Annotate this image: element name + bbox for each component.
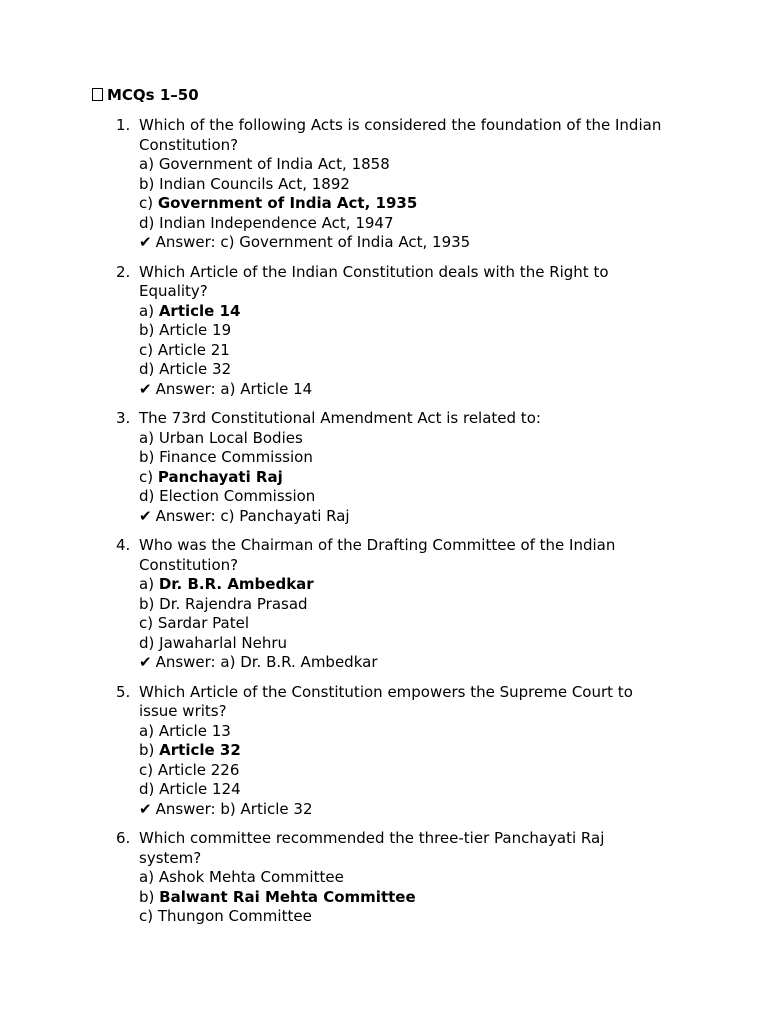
option-c-correct: c) Panchayati Raj <box>139 467 283 486</box>
option-c: c) Sardar Patel <box>139 614 249 632</box>
answer-line <box>139 800 669 820</box>
option-a: a) Ashok Mehta Committee <box>139 868 344 886</box>
option-d: d) Election Commission <box>139 487 316 505</box>
placeholder-glyph-icon <box>92 88 103 101</box>
option-a: a) Article 13 <box>139 721 231 740</box>
option-a: a) Urban Local Bodies <box>139 428 303 447</box>
option-c: c) Article 226 <box>139 760 240 779</box>
checkmark-icon: ✔ <box>139 799 152 818</box>
checkmark-icon: ✔ <box>139 506 152 525</box>
option-d: d) Article 124 <box>139 780 241 798</box>
answer-text: Answer: a) Article 14 <box>155 379 313 398</box>
question-item <box>0 536 669 673</box>
question-item <box>0 409 669 526</box>
question-number: 3. <box>116 409 131 427</box>
question-stem: Which committee recommended the three-tier Panchayati Raj system? <box>139 829 605 867</box>
question-list <box>0 116 768 937</box>
option-c: c) Thungon Committee <box>139 907 312 925</box>
option-a: a) Government of India Act, 1858 <box>139 155 390 173</box>
option-d: d) Indian Independence Act, 1947 <box>139 213 394 232</box>
question-stem: Which Article of the Indian Constitution deals with the Right to Equality? <box>139 262 609 300</box>
section-heading-text: MCQs 1–50 <box>107 86 199 104</box>
option-c: c) Article 21 <box>139 340 230 359</box>
question-item <box>0 263 669 400</box>
option-b: b) Article 19 <box>139 321 232 339</box>
option-b-correct: b) Article 32 <box>139 741 241 759</box>
answer-text: Answer: a) Dr. B.R. Ambedkar <box>155 653 378 671</box>
checkmark-icon: ✔ <box>139 653 152 671</box>
answer-line <box>139 233 669 253</box>
option-b: b) Dr. Rajendra Prasad <box>139 594 308 613</box>
answer-line <box>139 507 669 527</box>
answer-line <box>139 653 669 673</box>
option-a-correct: a) Article 14 <box>139 301 241 320</box>
answer-text: Answer: b) Article 32 <box>155 799 313 818</box>
answer-text: Answer: c) Panchayati Raj <box>155 506 350 525</box>
section-heading <box>92 86 199 106</box>
option-a-correct: a) Dr. B.R. Ambedkar <box>139 575 314 593</box>
question-stem: The 73rd Constitutional Amendment Act is related to: <box>139 409 541 427</box>
question-number: 6. <box>116 829 131 847</box>
question-number: 1. <box>116 116 131 134</box>
option-b: b) Finance Commission <box>139 448 313 466</box>
option-b-correct: b) Balwant Rai Mehta Committee <box>139 887 416 906</box>
question-number: 2. <box>116 262 131 281</box>
checkmark-icon: ✔ <box>139 233 152 251</box>
answer-line <box>139 380 669 400</box>
question-stem: Who was the Chairman of the Drafting Committee of the Indian Constitution? <box>139 536 616 574</box>
question-number: 4. <box>116 536 131 554</box>
answer-text: Answer: c) Government of India Act, 1935 <box>155 233 471 251</box>
question-item <box>0 683 669 820</box>
question-stem: Which Article of the Constitution empowers the Supreme Court to issue writs? <box>139 682 633 720</box>
option-c-correct: c) Government of India Act, 1935 <box>139 194 418 212</box>
option-d: d) Jawaharlal Nehru <box>139 633 288 652</box>
question-stem: Which of the following Acts is considered the foundation of the Indian Constitution? <box>139 116 662 154</box>
checkmark-icon: ✔ <box>139 379 152 398</box>
option-d: d) Article 32 <box>139 360 232 378</box>
question-item <box>0 829 669 927</box>
question-number: 5. <box>116 682 131 701</box>
question-item <box>0 116 669 253</box>
option-b: b) Indian Councils Act, 1892 <box>139 174 350 193</box>
